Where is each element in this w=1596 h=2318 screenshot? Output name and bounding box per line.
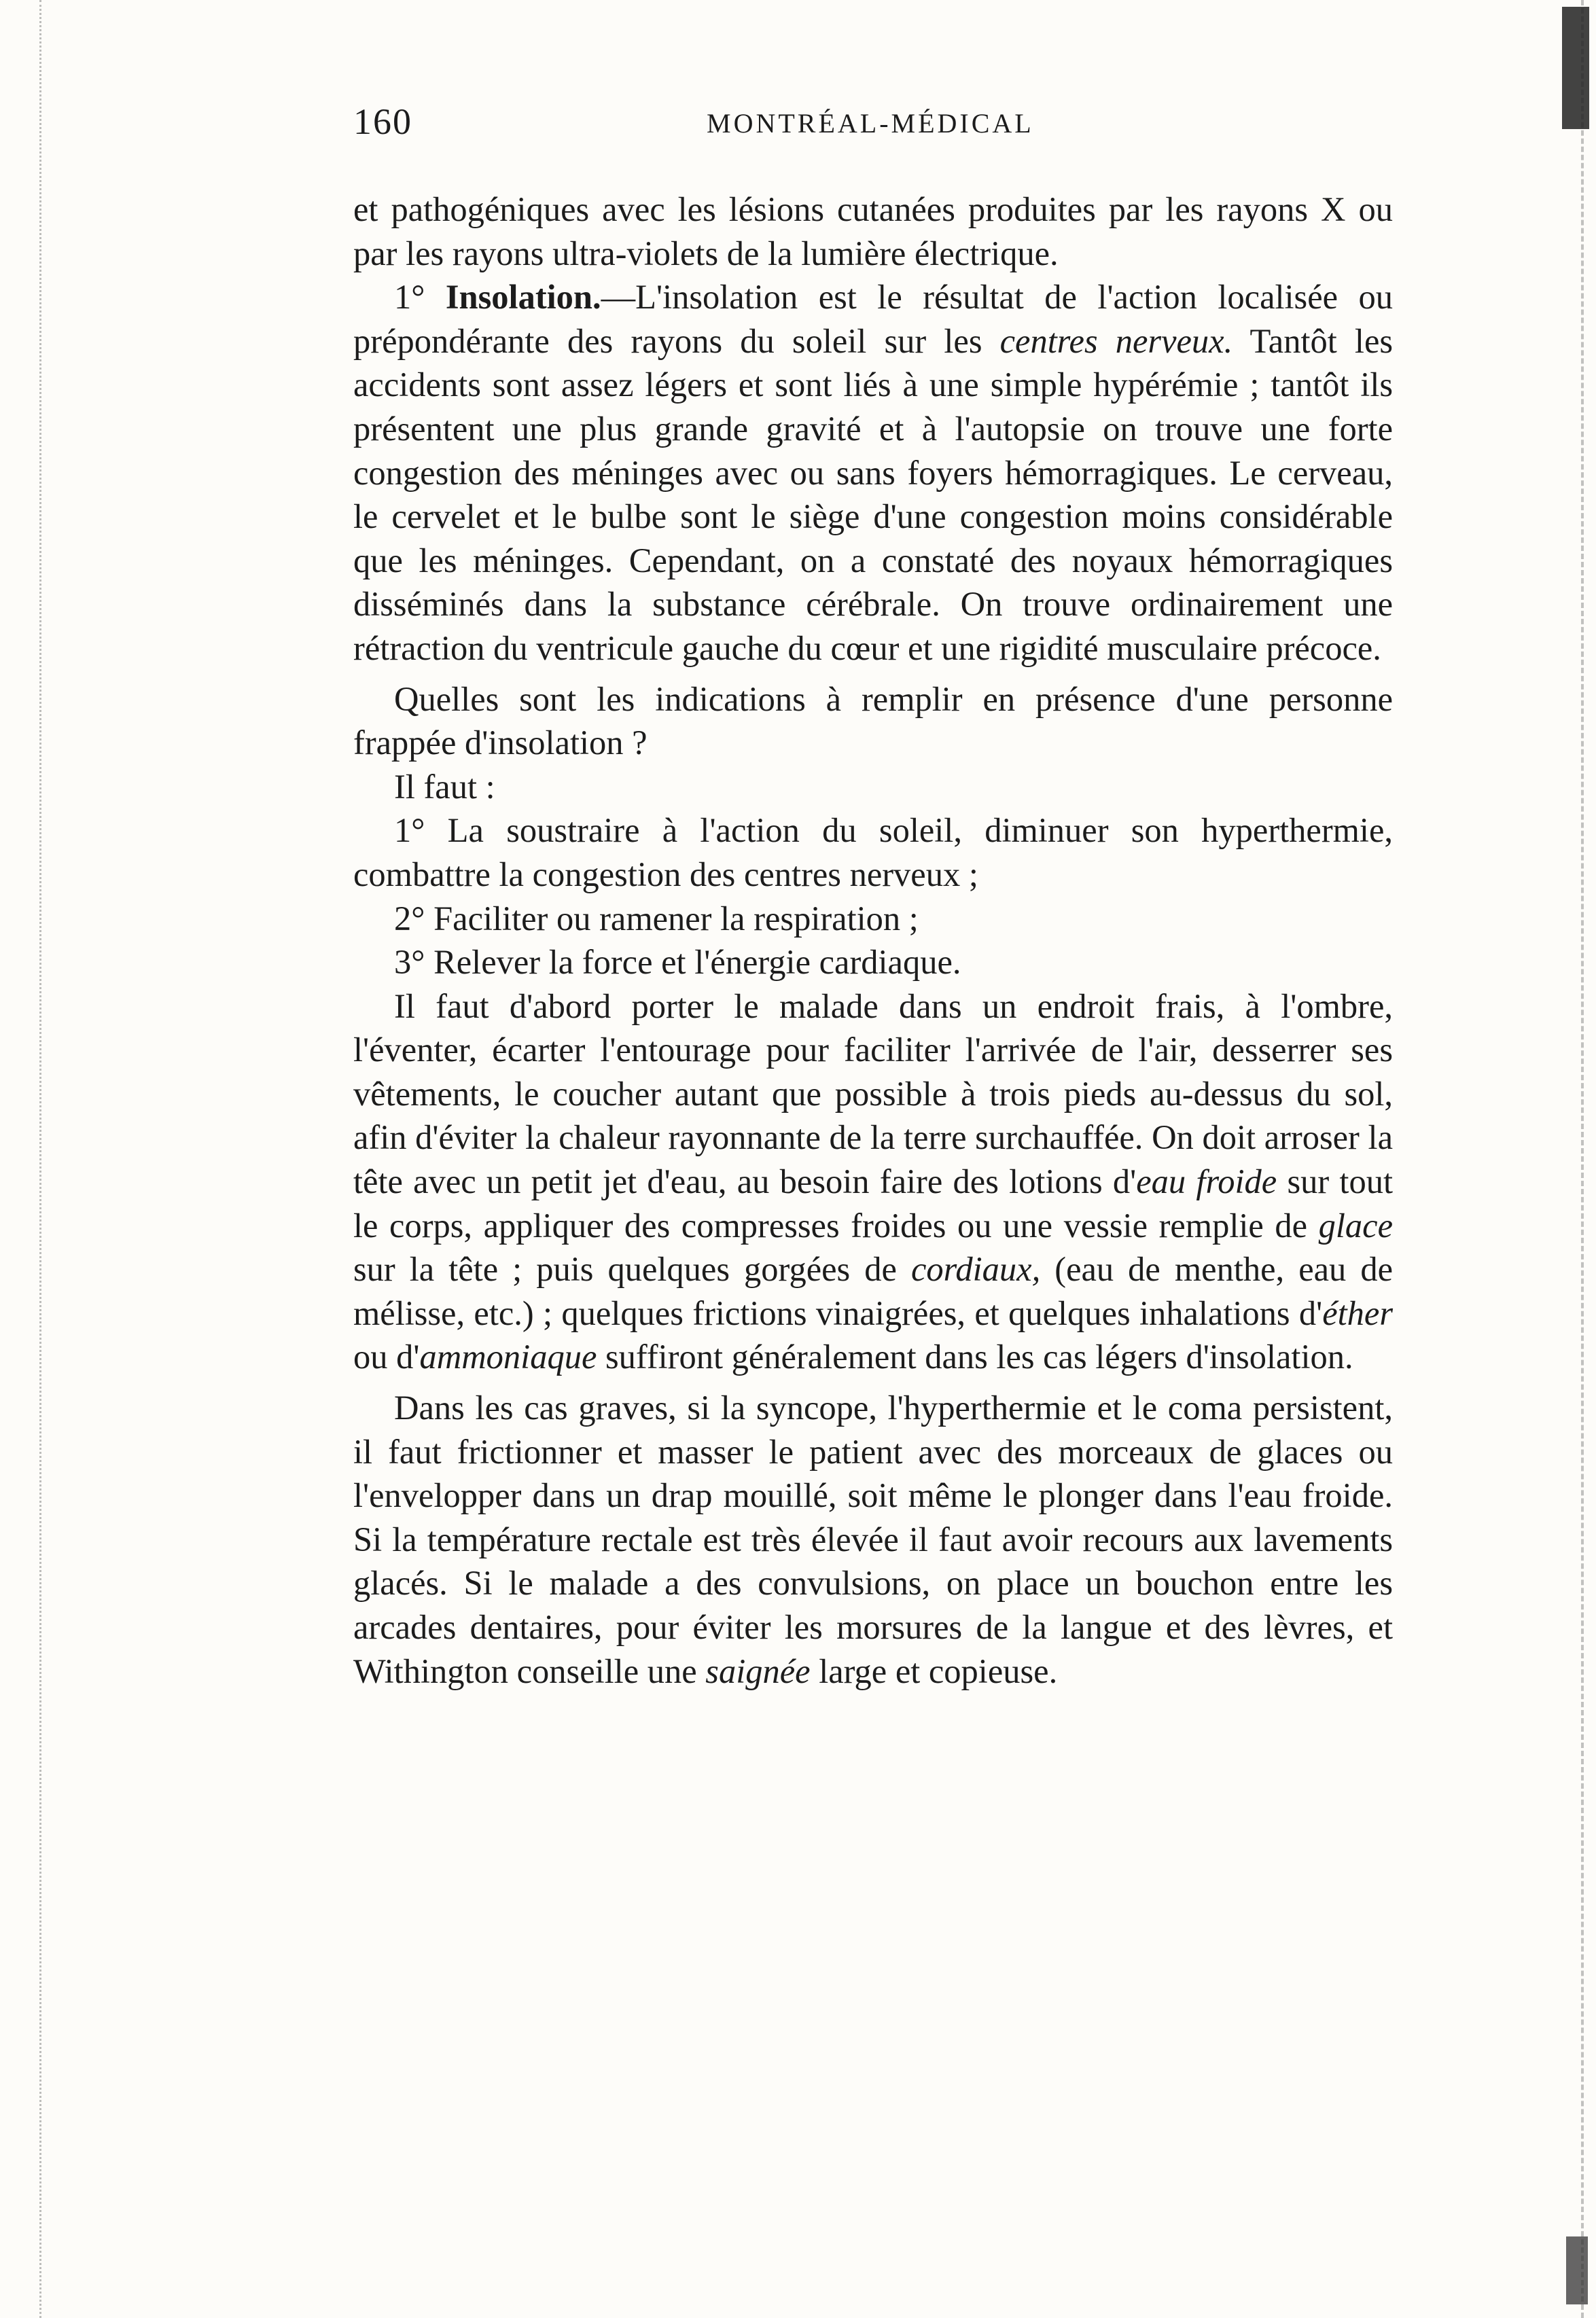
text-run: (eau de menthe, eau de mélisse, etc.) ; quelques frictions vinaigrées, et quelques inhalations d' [353,1250,1393,1332]
italic-run: ammoniaque [419,1338,597,1376]
section-number: 1° [394,278,446,317]
list-item-3: 3° Relever la force et l'énergie cardiaque. [394,943,961,982]
text-run: Tantôt les accidents sont assez légers et sont liés à une simple hypérémie ; tantôt ils présentent une plus grande gravité et à l'autopsie on trouve une forte congestion des méninges avec ou sans foyers hémorragiques. Le cerveau, le cervelet et le bulbe sont le siège d'une congestion moins considérable que les méninges. Cependant, on a constaté des noyaux hémorragiques disséminés dans la substance cérébrale. On trouve ordinairement une rétraction du ventricule gauche du cœur et une rigidité musculaire précoce. [353,321,1394,667]
text-run: sur la tête ; puis quelques gorgées de [353,1250,911,1289]
text-run: Il faut d'abord porter le malade dans un endroit frais, à l'ombre, l'éventer, écarter l'entourage pour faciliter l'arrivée de l'air, desserrer ses vêtements, le coucher autant que possible à trois pieds au-dessus du sol, afin d'éviter la chaleur rayonnante de la terre surchauffée. On doit arroser la tête avec un petit jet d'eau, au besoin faire des lotions d' [353,986,1393,1201]
body-text [353,188,1393,1693]
paragraph-8 [353,984,1393,1379]
page-edge-shadow-right [1566,0,1584,2318]
binding-mark-bottom [1566,2236,1588,2304]
page-header [353,101,1393,155]
paragraph-4: Il faut : [394,767,495,806]
italic-run: cordiaux, [910,1250,1041,1289]
italic-run: saignée [705,1652,811,1690]
paragraph-3: Quelles sont les indications à remplir en présence d'une personne frappée d'insolation ? [353,679,1393,762]
text-run: ou d' [353,1338,420,1376]
text-run: —L'insolation est le résultat de l'action localisée ou prépondérante des rayons du soleil sur les [353,278,1393,360]
text-run: large et copieuse. [810,1652,1058,1690]
italic-run: eau froide [1136,1162,1277,1201]
paragraph-9 [353,1386,1393,1693]
binding-mark-top [1562,7,1589,129]
text-run: suffiront généralement dans les cas légers d'insolation. [597,1338,1353,1376]
text-run: sur tout le corps, appliquer des compresses froides ou une vessie remplie de [353,1162,1393,1245]
page-number: 160 [353,101,412,142]
list-item-2: 2° Faciliter ou ramener la respiration ; [394,899,919,938]
italic-run: centres nerveux. [999,321,1233,360]
italic-run: éther [1322,1294,1393,1332]
section-heading: Insolation. [445,278,601,317]
list-item-1: 1° La soustraire à l'action du soleil, diminuer son hyperthermie, combattre la congestion des centres nerveux ; [353,811,1393,893]
paragraph-1: et pathogéniques avec les lésions cutanées produites par les rayons X ou par les rayons ultra-violets de la lumière électrique. [353,190,1393,272]
italic-run: glace [1318,1206,1393,1245]
page-edge-shadow-left [39,0,65,2318]
paragraph-insolation [353,275,1393,670]
running-title: MONTRÉAL-MÉDICAL [707,108,1034,139]
text-run: Dans les cas graves, si la syncope, l'hyperthermie et le coma persistent, il faut frictionner et masser le patient avec des morceaux de glaces ou l'envelopper dans un drap mouillé, soit même le plonger dans l'eau froide. Si la température rectale est très élevée il faut avoir recours aux lavements glacés. Si le malade a des convulsions, on place un bouchon entre les arcades dentaires, pour éviter les morsures de la langue et des lèvres, et Withington conseille une [353,1389,1393,1690]
